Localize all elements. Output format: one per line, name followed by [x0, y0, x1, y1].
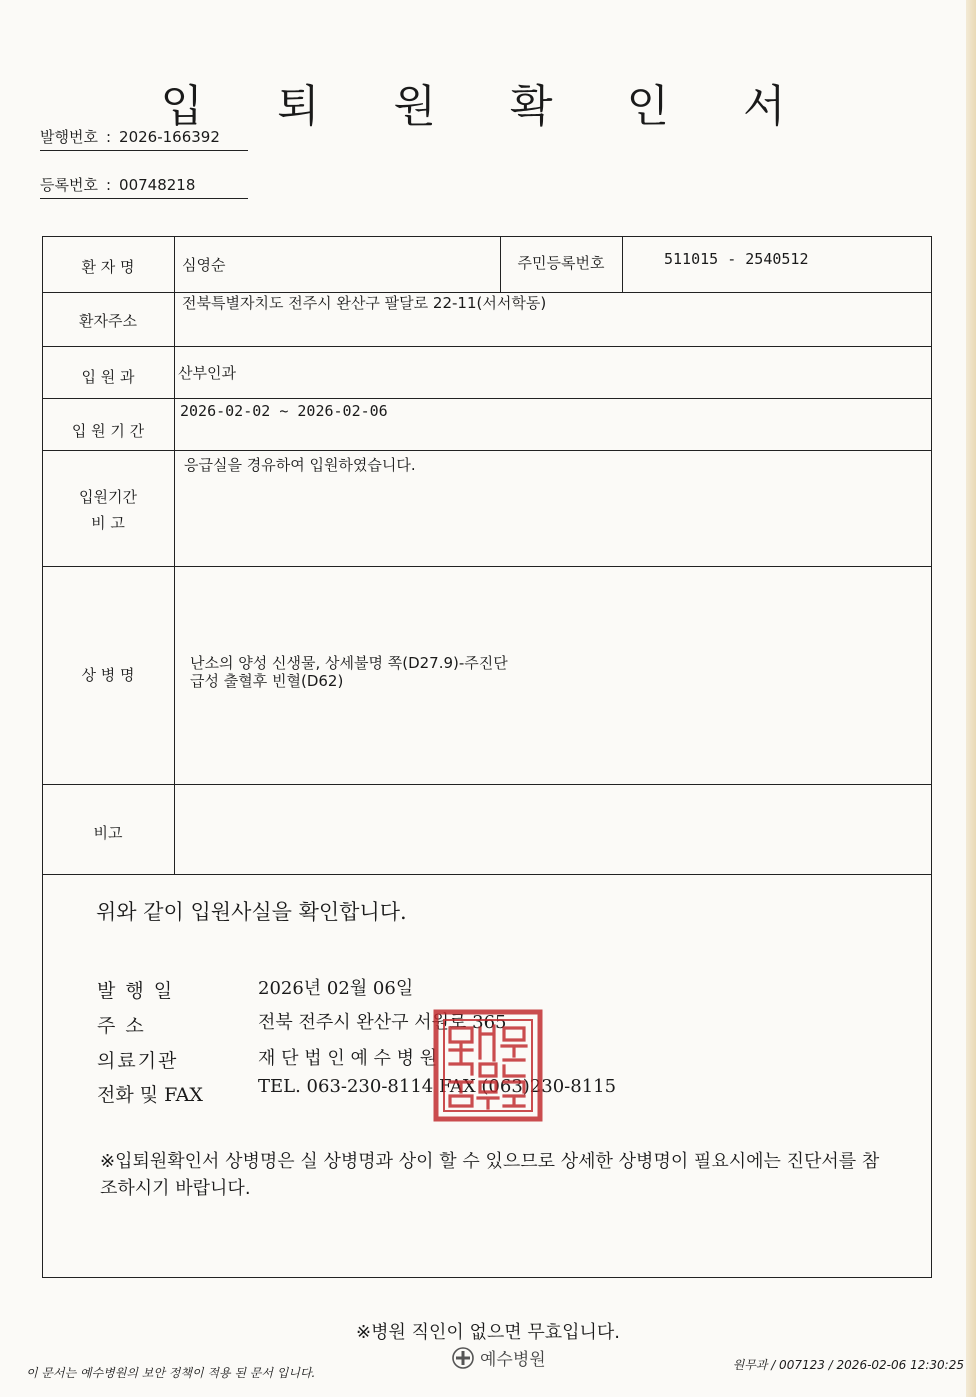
row-divider [42, 784, 932, 785]
issue-number-line [40, 126, 248, 151]
issue-number-label: 발행번호 [40, 128, 98, 146]
period-note-label-2: 비 고 [91, 514, 125, 532]
issue-number-value: 2026-166392 [119, 128, 220, 146]
row-divider [42, 566, 932, 567]
hospital-address-label: 주 소 [97, 1015, 146, 1037]
security-notice: 이 문서는 예수병원의 보안 정책이 적용 된 문서 입니다. [26, 1366, 316, 1380]
patient-name-value: 심영순 [182, 256, 226, 274]
paper-edge [966, 0, 976, 1397]
patient-address-value: 전북특별자치도 전주시 완산구 팔달로 22-11(서서학동) [182, 294, 547, 312]
department-value: 산부인과 [178, 364, 236, 382]
rrn-value: 511015 - 2540512 [664, 250, 809, 268]
hospital-address-value: 전북 전주시 완산구 서원로 365 [258, 1012, 507, 1033]
row-divider [42, 398, 932, 399]
footer-seal-note: ※병원 직인이 없으면 무효입니다. [355, 1322, 620, 1343]
hospital-seal [432, 1008, 544, 1123]
issue-number-sep: : [105, 128, 112, 146]
registration-number-line [40, 174, 248, 199]
institution-value: 재 단 법 인 예 수 병 원 [258, 1048, 438, 1069]
institution-label: 의료기관 [97, 1050, 179, 1072]
diagnosis-line-2: 급성 출혈후 빈혈(D62) [190, 672, 344, 690]
period-note-label-1: 입원기간 [79, 488, 137, 506]
notice-text: ※입퇴원확인서 상병명은 실 상병명과 상이 할 수 있으므로 상세한 상병명이 필요시에는 진단서를 참조하시기 바랍니다. [100, 1151, 880, 1199]
confirmation-text: 위와 같이 입원사실을 확인합니다. [96, 900, 407, 924]
row-divider [42, 874, 932, 875]
department-label: 입 원 과 [81, 368, 135, 386]
registration-number-value: 00748218 [119, 176, 196, 194]
registration-number-sep: : [105, 176, 112, 194]
phone-fax-value: TEL. 063-230-8114 FAX (063)230-8115 [258, 1076, 617, 1097]
row-divider [42, 450, 932, 451]
print-stamp: 원무과 / 007123 / 2026-02-06 12:30:25 [732, 1358, 964, 1372]
issue-date-label: 발 행 일 [97, 980, 175, 1002]
phone-fax-label: 전화 및 FAX [97, 1084, 203, 1106]
patient-address-label: 환자주소 [79, 312, 137, 330]
row-divider [42, 346, 932, 347]
rrn-label: 주민등록번호 [517, 254, 605, 272]
diagnosis-label: 상 병 명 [81, 666, 135, 684]
registration-number-label: 등록번호 [40, 176, 98, 194]
column-divider [622, 236, 623, 292]
column-divider [174, 236, 175, 874]
hospital-logo [450, 1345, 546, 1370]
diagnosis-line-1: 난소의 양성 신생물, 상세불명 쪽(D27.9)-주진단 [190, 654, 508, 672]
admission-period-value: 2026-02-02 ~ 2026-02-06 [180, 402, 388, 420]
hospital-logo-text: 예수병원 [480, 1350, 546, 1370]
admission-period-label: 입 원 기 간 [71, 422, 145, 440]
patient-name-label: 환 자 명 [81, 258, 135, 276]
period-note-value: 응급실을 경유하여 입원하였습니다. [184, 456, 416, 474]
remarks-label: 비고 [93, 824, 123, 842]
issue-date-value: 2026년 02월 06일 [258, 978, 414, 999]
document-title: 입 퇴 원 확 인 서 [160, 81, 816, 132]
hospital-cross-icon [450, 1346, 476, 1370]
